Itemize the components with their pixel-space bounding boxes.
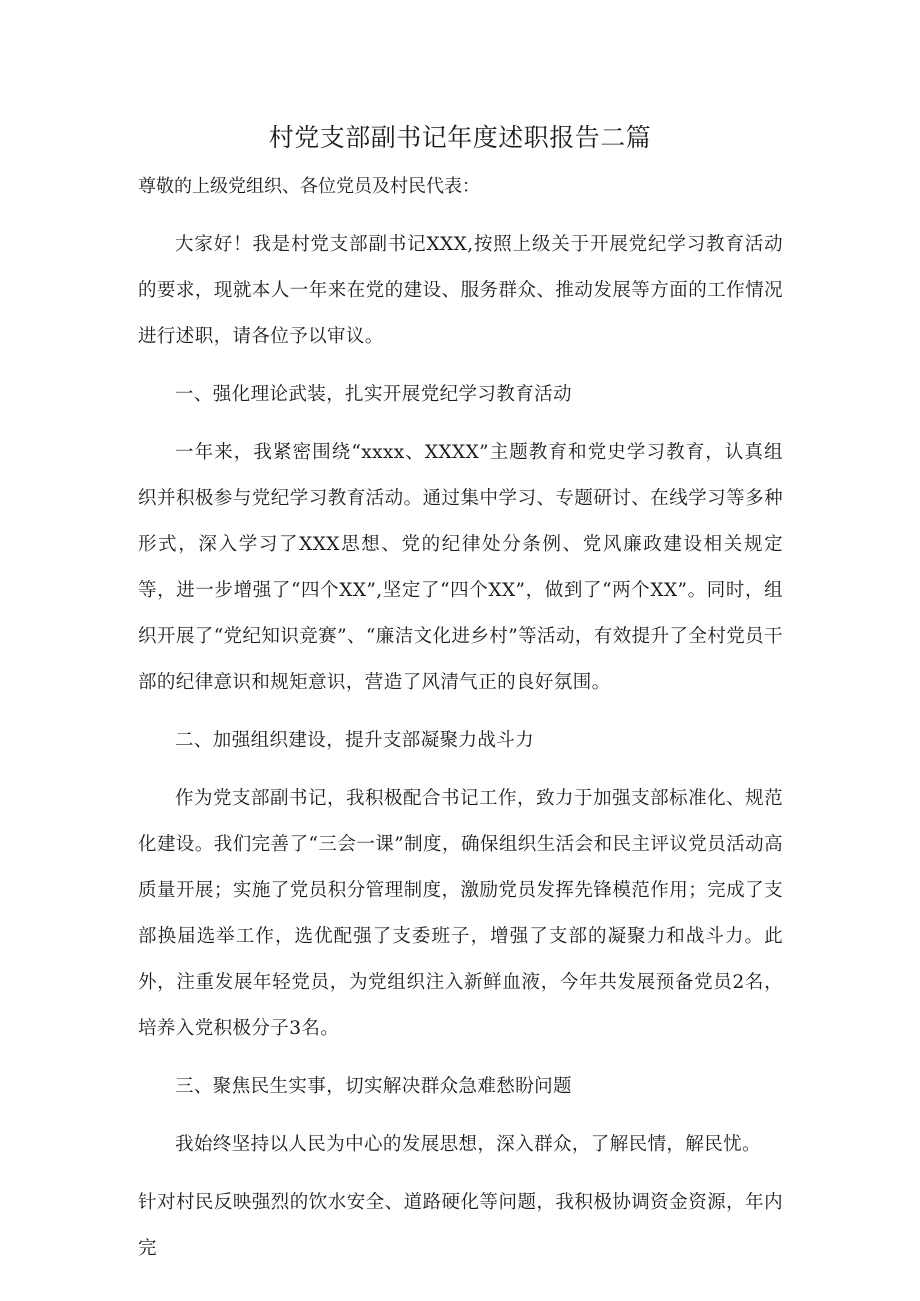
document-title: 村党支部副书记年度述职报告二篇 <box>268 123 652 152</box>
document-body <box>138 222 783 1284</box>
section-heading-2: 二、加强组织建设，提升支部凝聚力战斗力 <box>175 730 535 751</box>
paragraph-intro: 大家好！我是村党支部副书记XXX,按照上级关于开展党纪学习教育活动的要求，现就本人一年来在党的建设、服务群众、推动发展等方面的工作情况进行述职，请各位予以审议。 <box>138 234 783 347</box>
salutation: 尊敬的上级党组织、各位党员及村民代表： <box>138 176 480 197</box>
paragraph-section-1: 一年来，我紧密围绕“xxxx、XXXX”主题教育和党史学习教育，认真组织并积极参与党纪学习教育活动。通过集中学习、专题研讨、在线学习等多种形式，深入学习了XXX思想、党的纪律处分条例、党风廉政建设相关规定等，进一步增强了“四个XX”,坚定了“四个XX”，做到了“两个XX”。同时，组织开展了“党纪知识竞赛”、“廉洁文化进乡村”等活动，有效提升了全村党员干部的纪律意识和规矩意识，营造了风清气正的良好氛围。 <box>138 442 783 693</box>
section-heading-1: 一、强化理论武装，扎实开展党纪学习教育活动 <box>175 384 572 405</box>
paragraph-section-2: 作为党支部副书记，我积极配合书记工作，致力于加强支部标准化、规范化建设。我们完善了“三会一课”制度，确保组织生活会和民主评议党员活动高质量开展；实施了党员积分管理制度，激励党员发挥先锋模范作用；完成了支部换届选举工作，选优配强了支委班子，增强了支部的凝聚力和战斗力。此外，注重发展年轻党员，为党组织注入新鲜血液，今年共发展预备党员2名，培养入党积极分子3名。 <box>138 788 783 1039</box>
paragraph-section-3-continued: 针对村民反映强烈的饮水安全、道路硬化等问题，我积极协调资金资源，年内完 <box>138 1192 783 1259</box>
section-heading-3: 三、聚焦民生实事，切实解决群众急难愁盼问题 <box>175 1076 572 1097</box>
paragraph-section-3: 我始终坚持以人民为中心的发展思想，深入群众，了解民情，解民忧。 <box>175 1134 761 1155</box>
